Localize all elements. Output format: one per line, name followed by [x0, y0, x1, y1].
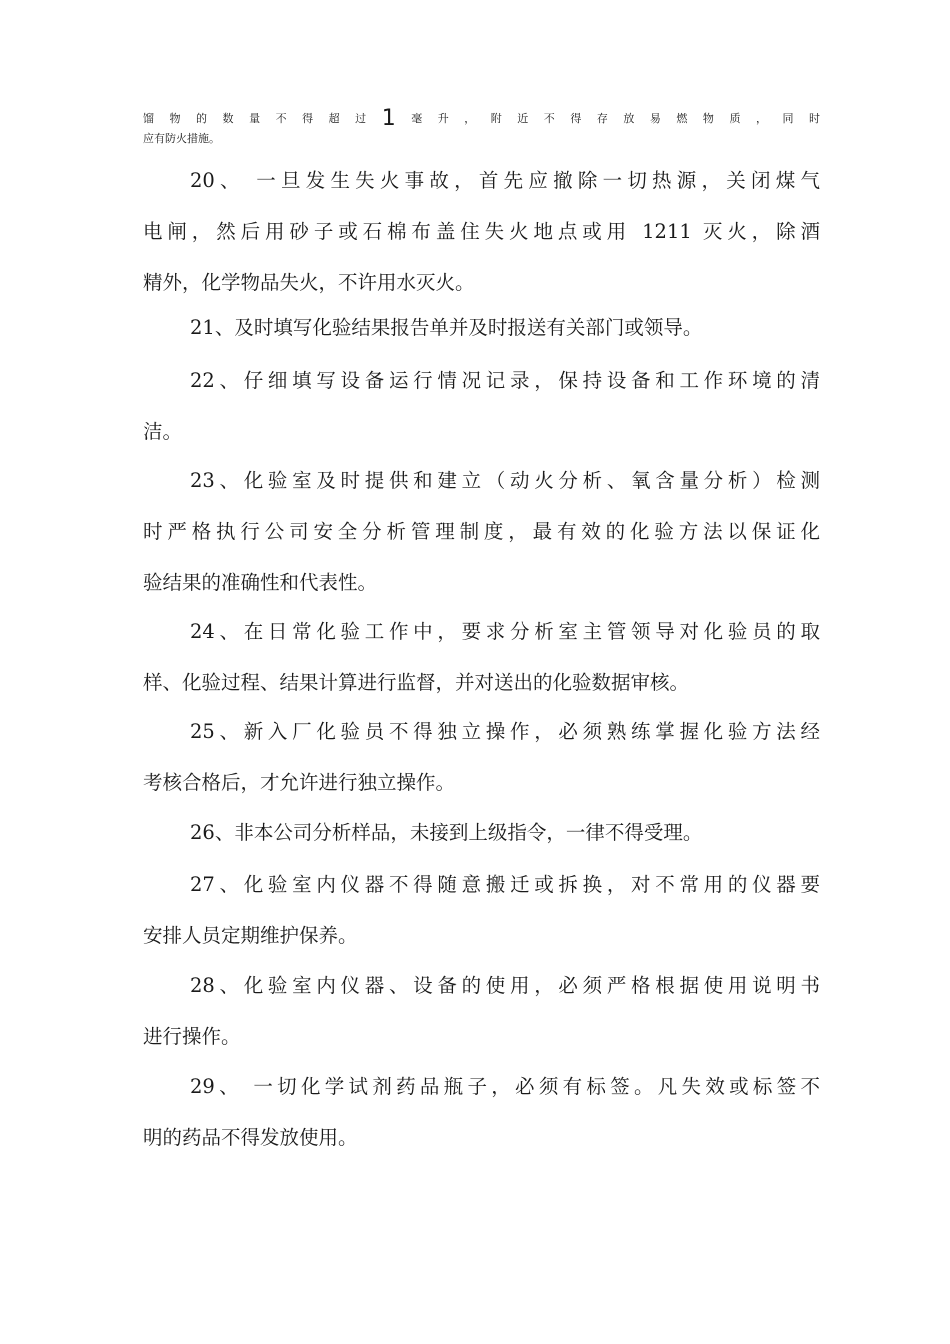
paragraph-29: [143, 1061, 820, 1163]
text-line: 27、化验室内仪器不得随意搬迁或拆换，对不常用的仪器要: [190, 873, 820, 896]
text-line: 洁。: [143, 420, 183, 443]
text-line: 24、在日常化验工作中，要求分析室主管领导对化验员的取: [190, 620, 820, 643]
paragraph-25: [143, 706, 820, 808]
fragment-text-b: 毫升，附近不得存放易燃物质，同时: [395, 112, 821, 125]
paragraph-27: [143, 859, 820, 961]
paragraph-22: [143, 355, 820, 457]
text-line: 28、化验室内仪器、设备的使用，必须严格根据使用说明书: [190, 974, 820, 997]
text-line: 22、仔细填写设备运行情况记录，保持设备和工作环境的清: [190, 369, 820, 392]
text-line: 进行操作。: [143, 1025, 241, 1048]
paragraph-28: [143, 960, 820, 1062]
text-line: 21、及时填写化验结果报告单并及时报送有关部门或领导。: [190, 316, 703, 339]
fragment-line-2: 应有防火措施。: [143, 132, 220, 145]
text-line: 安排人员定期维护保养。: [143, 924, 358, 947]
text-line: 26、非本公司分析样品，未接到上级指令，一律不得受理。: [190, 821, 703, 844]
fragment-line-1: [143, 106, 820, 131]
text-line: 精外，化学物品失火，不许用水灭火。: [143, 271, 475, 294]
fragment-number: 1: [381, 106, 396, 131]
text-line: 样、化验过程、结果计算进行监督，并对送出的化验数据审核。: [143, 671, 690, 694]
paragraph-26: [143, 807, 820, 858]
text-line: 25、新入厂化验员不得独立操作，必须熟练掌握化验方法经: [190, 720, 820, 743]
text-line: 明的药品不得发放使用。: [143, 1126, 358, 1149]
text-line: 29、 一切化学试剂药品瓶子，必须有标签。凡失效或标签不: [190, 1075, 820, 1098]
text-line: 时严格执行公司安全分析管理制度，最有效的化验方法以保证化: [143, 520, 820, 543]
text-line: 考核合格后，才允许进行独立操作。: [143, 771, 456, 794]
fragment-text-a: 馏物的数量不得超过: [143, 112, 382, 125]
text-line: 验结果的准确性和代表性。: [143, 571, 378, 594]
text-line: 20、 一旦发生失火事故，首先应撤除一切热源，关闭煤气: [190, 169, 820, 192]
paragraph-24: [143, 606, 820, 708]
paragraph-23: [143, 455, 820, 608]
paragraph-20: [143, 155, 820, 308]
text-line: 电闸，然后用砂子或石棉布盖住失火地点或用 1211 灭火，除酒: [143, 220, 820, 243]
text-line: 23、化验室及时提供和建立（动火分析、氧含量分析）检测: [190, 469, 820, 492]
paragraph-21: [143, 302, 820, 353]
